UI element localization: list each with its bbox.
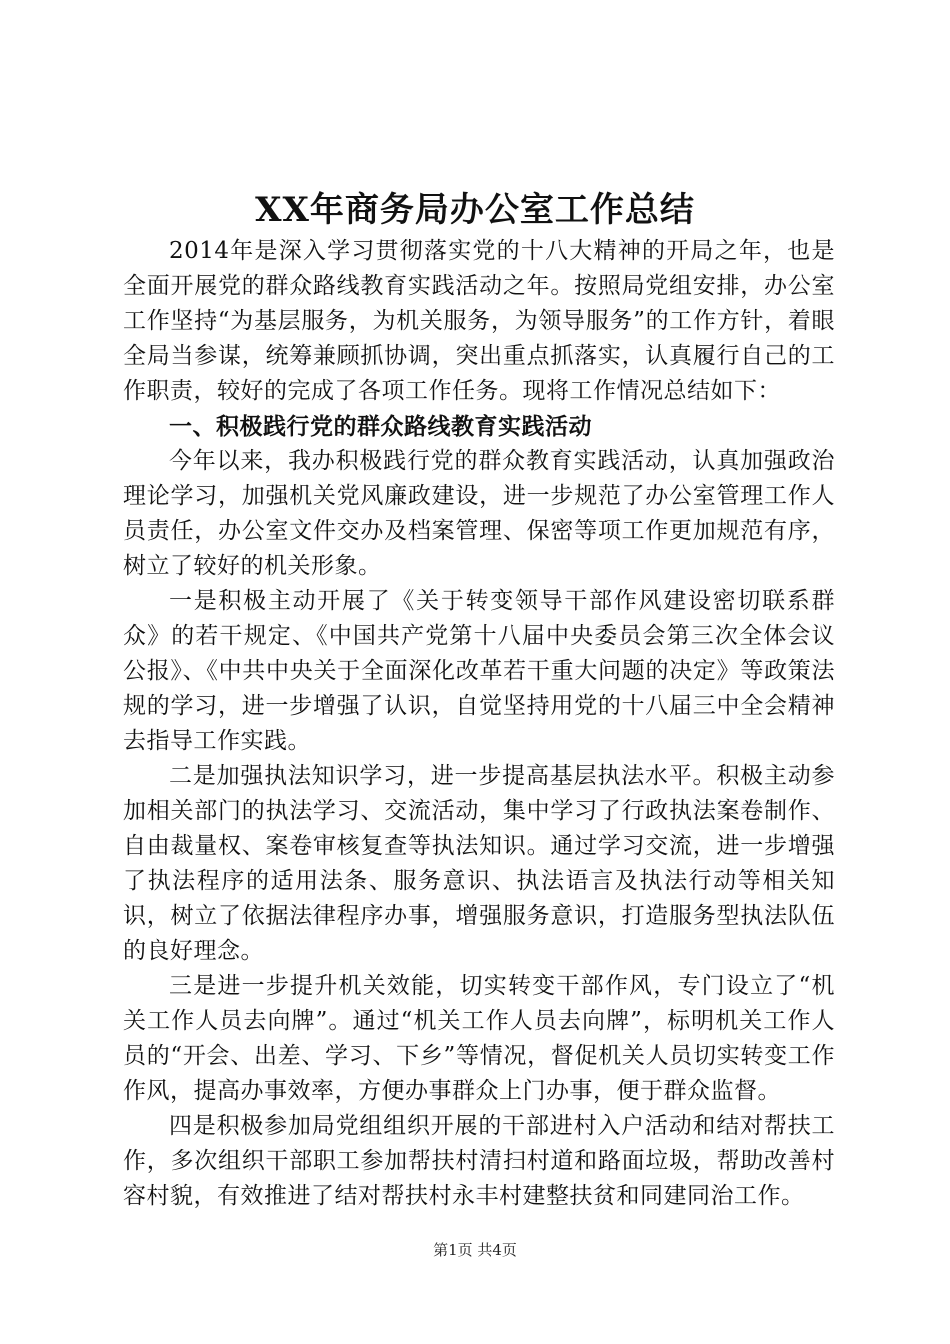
- body-paragraph: 二是加强执法知识学习，进一步提高基层执法水平。积极主动参加相关部门的执法学习、交流活动，集中学习了行政执法案卷制作、自由裁量权、案卷审核复查等执法知识。通过学习交流，进一步增强了执法程序的适用法条、服务意识、执法语言及执法行动等相关知识，树立了依据法律程序办事，增强服务意识，打造服务型执法队伍的良好理念。: [123, 763, 835, 964]
- intro-paragraph: 2014年是深入学习贯彻落实党的十八大精神的开局之年，也是全面开展党的群众路线教育实践活动之年。按照局党组安排，办公室工作坚持“为基层服务，为机关服务，为领导服务”的工作方针，着眼全局当参谋，统筹兼顾抓协调，突出重点抓落实，认真履行自己的工作职责，较好的完成了各项工作任务。现将工作情况总结如下：: [123, 238, 835, 404]
- body-paragraph: 今年以来，我办积极践行党的群众教育实践活动，认真加强政治理论学习，加强机关党风廉政建设，进一步规范了办公室管理工作人员责任，办公室文件交办及档案管理、保密等项工作更加规范有序，树立了较好的机关形象。: [123, 448, 835, 579]
- page-number-footer: 第1页 共4页: [433, 1241, 517, 1259]
- body-paragraph: 三是进一步提升机关效能，切实转变干部作风，专门设立了“机关工作人员去向牌”。通过“机关工作人员去向牌”，标明机关工作人员的“开会、出差、学习、下乡”等情况，督促机关人员切实转变工作作风，提高办事效率，方便办事群众上门办事，便于群众监督。: [123, 973, 835, 1104]
- document-body: [123, 234, 835, 1214]
- body-paragraph: 一是积极主动开展了《关于转变领导干部作风建设密切联系群众》的若干规定、《中国共产党第十八届中央委员会第三次全体会议公报》、《中共中央关于全面深化改革若干重大问题的决定》等政策法规的学习，进一步增强了认识，自觉坚持用党的十八届三中全会精神去指导工作实践。: [123, 588, 835, 754]
- section-heading: 一、积极践行党的群众路线教育实践活动: [169, 413, 592, 440]
- document-title: XX年商务局办公室工作总结: [255, 190, 695, 230]
- body-paragraph: 四是积极参加局党组组织开展的干部进村入户活动和结对帮扶工作，多次组织干部职工参加帮扶村清扫村道和路面垃圾，帮助改善村容村貌，有效推进了结对帮扶村永丰村建整扶贫和同建同治工作。: [123, 1113, 835, 1209]
